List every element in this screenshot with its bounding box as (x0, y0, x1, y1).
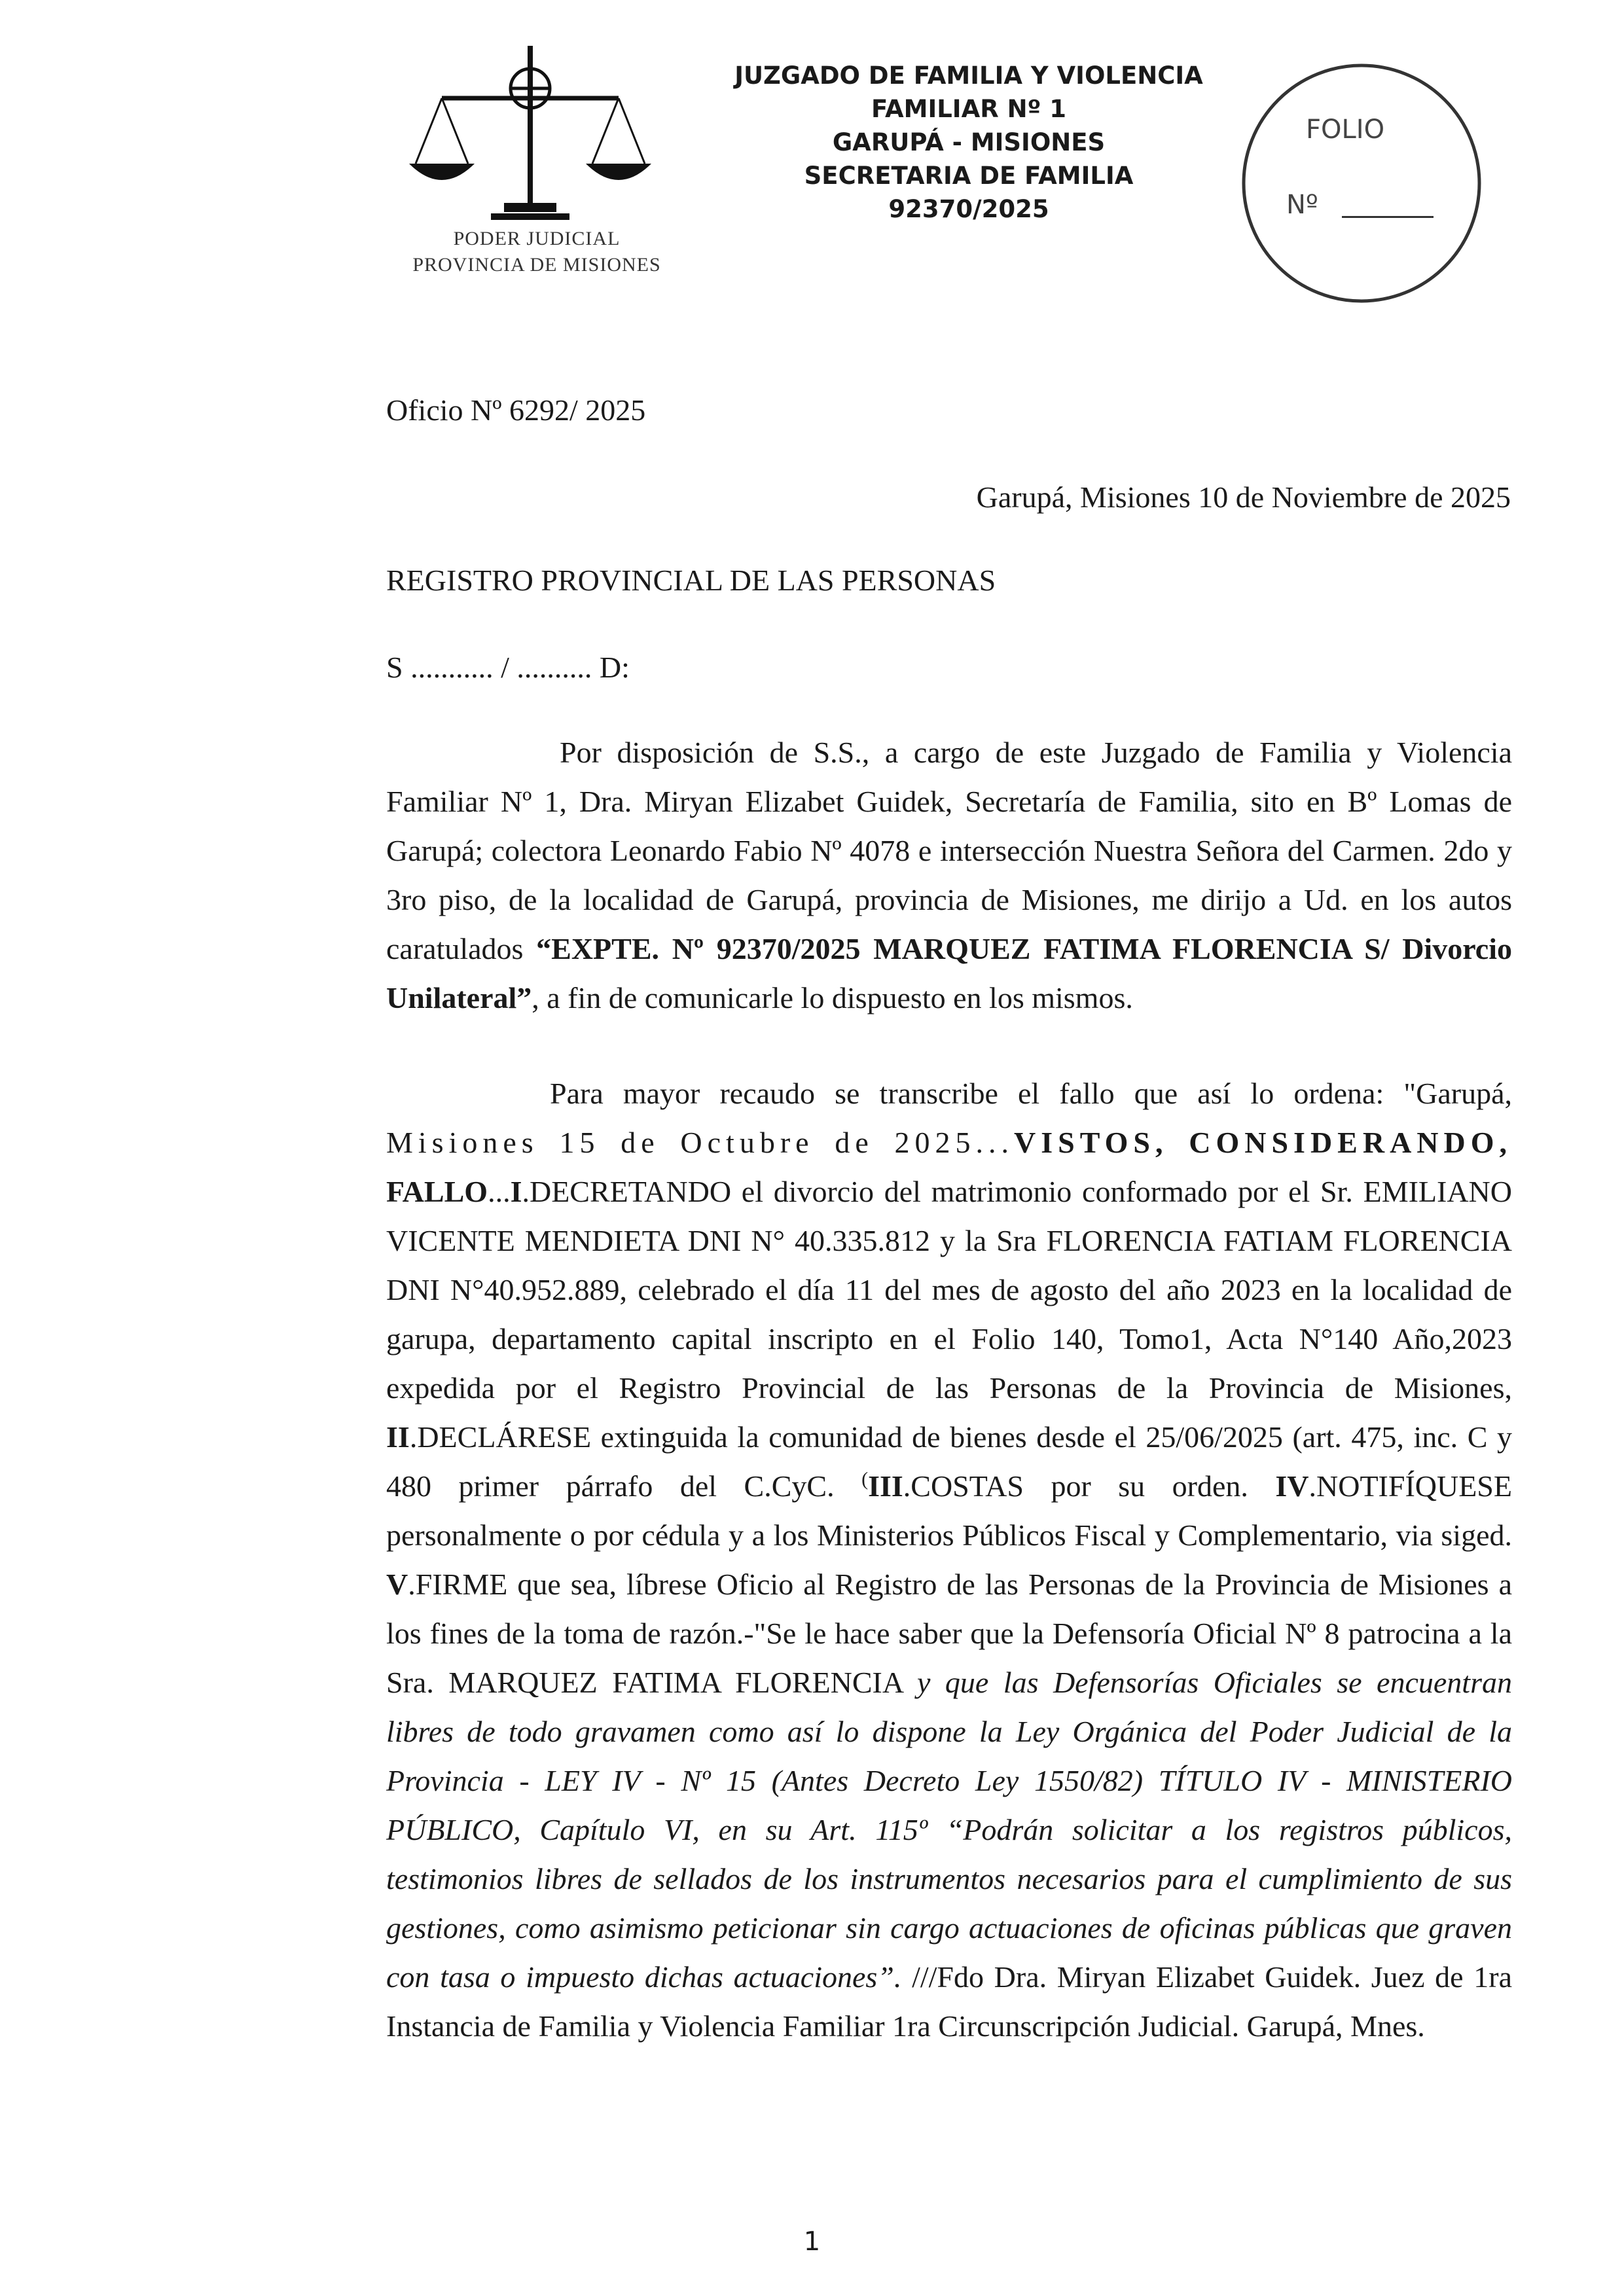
italic-law-citation: y que las Defensorías Oficiales se encuentran libres de todo gravamen como así lo dispone la Ley Orgánica del Poder Judicial de la Provincia - LEY IV - Nº 15 (Antes Decreto Ley 1550/82) TÍTULO IV - MINISTERIO PÚBLICO, Capítulo VI, en su Art. 115º “Podrán solicitar a los registros públicos, testimonios libres de sellados de los instrumentos necesarios para el cumplimiento de sus gestiones, como asimismo peticionar sin cargo actuaciones de oficinas públicas que graven con tasa o impuesto dichas actuaciones”. (386, 1666, 1512, 1994)
body-paragraph-2 (386, 1069, 1512, 2051)
body-paragraph-1 (386, 728, 1512, 1022)
recipient: REGISTRO PROVINCIAL DE LAS PERSONAS (386, 564, 996, 597)
roman-iv: IV (1275, 1469, 1309, 1503)
header-line-3: GARUPÁ - MISIONES (832, 128, 1106, 156)
folio-stamp-circle (1237, 59, 1486, 308)
case-title: “EXPTE. Nº 92370/2025 MARQUEZ FATIMA FLORENCIA S/ Divorcio Unilateral” (386, 932, 1512, 1014)
roman-iii: III (868, 1469, 903, 1503)
p1-text-a: Por disposición de S.S., a cargo de este Juzgado de Familia y Violencia Familiar Nº 1, Dra. Miryan Elizabet Guidek, Secretaría de Familia, sito en Bº Lomas de Garupá; colectora Leonardo Fabio Nº 4078 e intersección Nuestra Señora del Carmen. 2do y 3ro piso, de la localidad de Garupá, provincia de Misiones, me dirijo a Ud. en los autos caratulados (386, 736, 1512, 965)
superscript-paren: ( (861, 1468, 869, 1490)
roman-i: I (510, 1175, 522, 1208)
stamp-folio-label: FOLIO (1306, 115, 1385, 145)
item-5: .FIRME que sea, líbrese Oficio al Registro de las Personas de la Provincia de Misiones a los fines de la toma de razón.-"Se le hace saber que la Defensoría Oficial Nº 8 patrocina a la Sra. MARQUEZ FATIMA FLORENCIA (386, 1568, 1512, 1699)
item-4: .NOTIFÍQUESE personalmente o por cédula y a los Ministerios Públicos Fiscal y Complementario, via siged. (386, 1469, 1512, 1552)
seal-caption-line-1: PODER JUDICIAL (453, 228, 621, 249)
item-3: .COSTAS por su orden. (903, 1469, 1276, 1503)
place-and-date: Garupá, Misiones 10 de Noviembre de 2025 (976, 480, 1511, 514)
roman-v: V (386, 1568, 408, 1601)
roman-ii: II (386, 1420, 410, 1454)
header-line-1: JUZGADO DE FAMILIA Y VIOLENCIA (734, 62, 1203, 90)
p2-fallo: FALLO (386, 1175, 488, 1208)
p2-date-spaced: Misiones 15 de Octubre de 2025... (386, 1126, 1015, 1159)
oficio-number: Oficio Nº 6292/ 2025 (386, 393, 646, 427)
p2-vistos: VISTOS, CONSIDERANDO, (1014, 1126, 1513, 1159)
header-line-2: FAMILIAR Nº 1 (871, 95, 1067, 123)
item-2: .DECLÁRESE extinguida la comunidad de bienes desde el 25/06/2025 (art. 475, inc. C y 480 primer párrafo del C.CyC. (386, 1420, 1512, 1503)
salutation: S ........... / .......... D: (386, 651, 630, 684)
seal-caption-line-2: PROVINCIA DE MISIONES (412, 254, 661, 276)
court-header (655, 59, 1283, 226)
p2-dots: ... (488, 1175, 511, 1208)
item-1: .DECRETANDO el divorcio del matrimonio conformado por el Sr. EMILIANO VICENTE MENDIETA DNI N° 40.335.812 y la Sra FLORENCIA FATIAM FLORENCIA DNI N°40.952.889, celebrado el día 11 del mes de agosto del año 2023 en la localidad de garupa, departamento capital inscripto en el Folio 140, Tomo1, Acta N°140 Año,2023 expedida por el Registro Provincial de las Personas de la Provincia de Misiones, (386, 1175, 1512, 1405)
stamp-number-label: Nº (1286, 190, 1318, 220)
signature-line: ///Fdo Dra. Miryan Elizabet Guidek. Juez de 1ra Instancia de Familia y Violencia Familiar 1ra Circunscripción Judicial. Garupá, Mnes. (386, 1960, 1512, 2043)
seal-caption (393, 226, 681, 278)
stamp-number-blank (1342, 216, 1434, 218)
page-number: 1 (803, 2227, 821, 2257)
p2-intro: Para mayor recaudo se transcribe el fallo que así lo ordena: "Garupá, (550, 1077, 1512, 1110)
header-line-5: 92370/2025 (888, 195, 1049, 223)
header-line-4: SECRETARIA DE FAMILIA (804, 162, 1134, 190)
p1-text-b: , a fin de comunicarle lo dispuesto en los mismos. (532, 981, 1133, 1014)
